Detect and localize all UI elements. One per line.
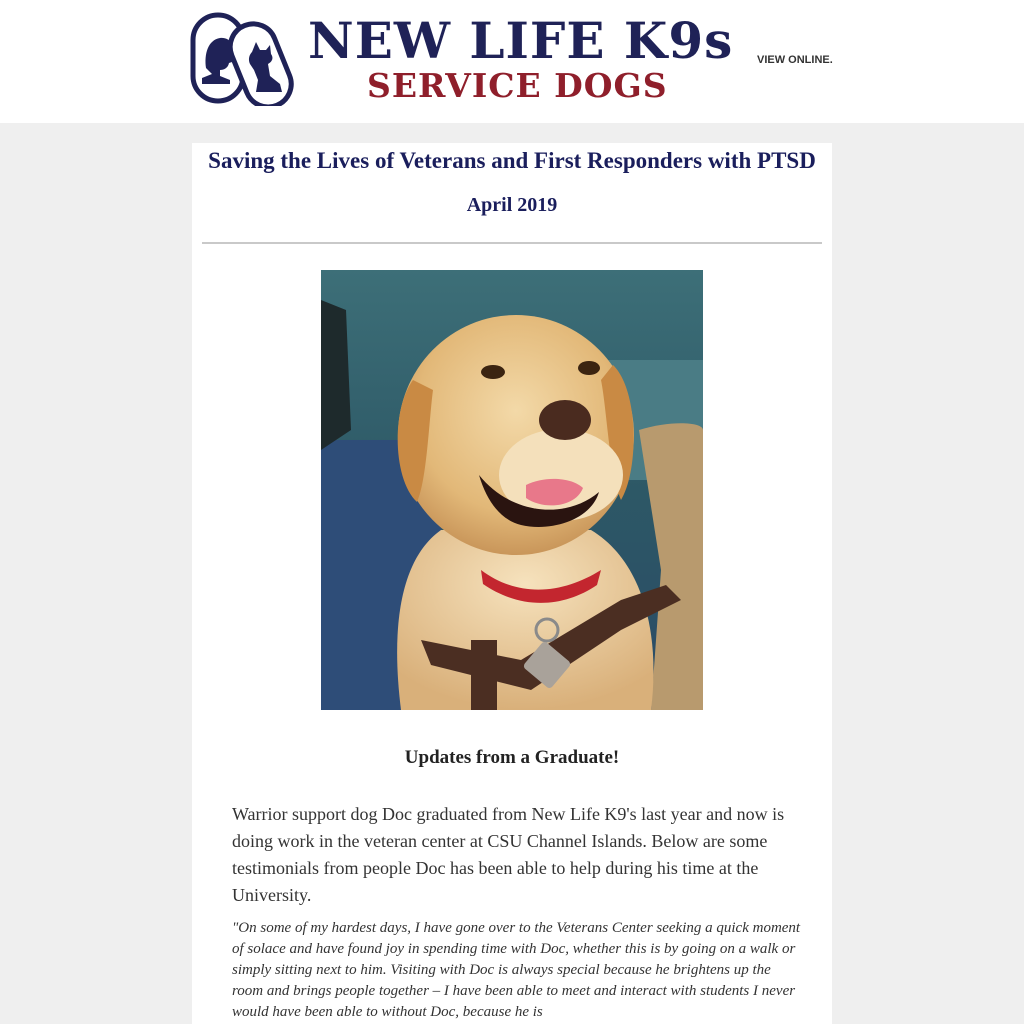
new-life-k9s-logo[interactable]: [190, 10, 734, 108]
divider: [202, 242, 822, 244]
veteran-dog-emblem-icon: [190, 12, 300, 106]
article-paragraph: Warrior support dog Doc graduated from New Life K9's last year and now is doing work in the veteran center at CSU Channel Islands. Below are some testimonials from people Doc has been able to help during his time at the University.: [232, 804, 785, 905]
newsletter-body: [192, 143, 832, 1024]
testimonial-quote: "On some of my hardest days, I have gone over to the Veterans Center seeking a quick moment of solace and have found joy in spending time with Doc, whether this is by going on a walk or simply sitting next to him. Visiting with Doc is always special because he brightens up the room and brings people together – I have been able to meet and interact with students I never would have been able to without Doc, because he is: [232, 920, 801, 1020]
service-dog-photo: [321, 270, 703, 710]
logo-subtitle: SERVICE DOGS: [367, 66, 668, 105]
newsletter-date: April 2019: [466, 194, 558, 216]
email-header: [0, 0, 1024, 123]
section-title: Updates from a Graduate!: [404, 747, 620, 768]
newsletter-headline: Saving the Lives of Veterans and First Responders with PTSD: [208, 148, 816, 173]
view-online-link[interactable]: VIEW ONLINE.: [757, 54, 833, 66]
logo-title: NEW LIFE K9s: [308, 11, 734, 70]
